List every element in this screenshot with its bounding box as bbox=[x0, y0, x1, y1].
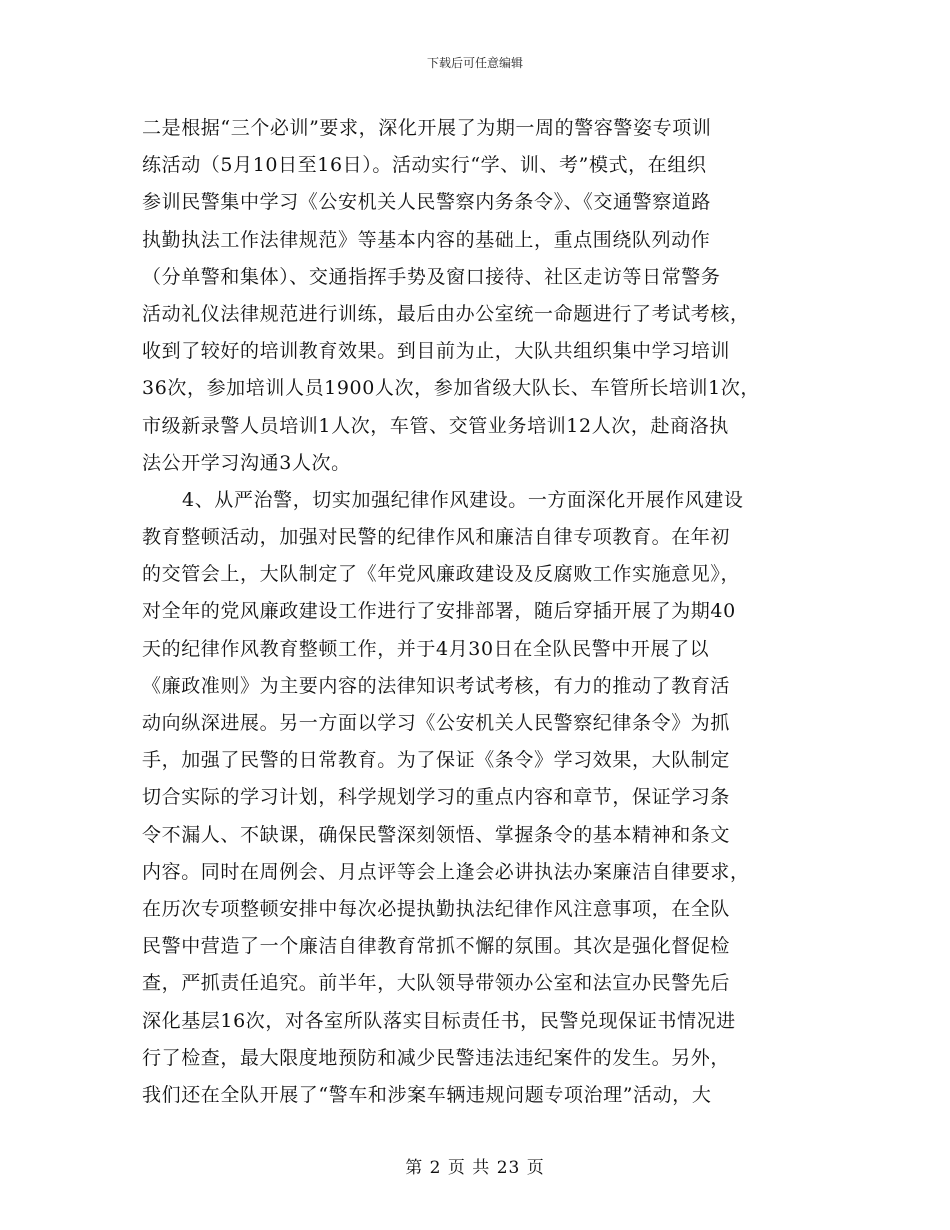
text-line: （分单警和集体）、交通指挥手势及窗口接待、社区走访等日常警务 bbox=[142, 265, 721, 288]
text-line: 参训民警集中学习《公安机关人民警察内务条令》、《交通警察道路 bbox=[142, 191, 712, 214]
text-line: 天的纪律作风教育整顿工作，并于4月30日在全队民警中开展了以 bbox=[142, 637, 710, 660]
text-line: 内容。同时在周例会、月点评等会上逢会必讲执法办案廉洁自律要求， bbox=[142, 860, 750, 883]
text-line: 36次，参加培训人员1900人次，参加省级大队长、车管所长培训1次， bbox=[142, 377, 761, 400]
text-line: 市级新录警人员培训1人次，车管、交管业务培训12人次，赴商洛执 bbox=[142, 414, 729, 437]
text-line: 的交管会上，大队制定了《年党风廉政建设及反腐败工作实施意见》， bbox=[142, 563, 741, 586]
text-line: 在历次专项整顿安排中每次必提执勤执法纪律作风注意事项，在全队 bbox=[142, 897, 731, 920]
text-line: 执勤执法工作法律规范》等基本内容的基础上，重点围绕队列动作 bbox=[142, 228, 711, 251]
text-line: 《廉政准则》为主要内容的法律知识考试考核，有力的推动了教育活 bbox=[142, 674, 731, 697]
text-line: 法公开学习沟通3人次。 bbox=[142, 451, 351, 474]
text-line: 民警中营造了一个廉洁自律教育常抓不懈的氛围。其次是强化督促检 bbox=[142, 935, 731, 958]
text-line: 练活动（5月10日至16日）。活动实行“学、训、考”模式，在组织 bbox=[142, 154, 707, 177]
text-line: 切合实际的学习计划，科学规划学习的重点内容和章节，保证学习条 bbox=[142, 786, 731, 809]
text-line: 令不漏人、不缺课，确保民警深刻领悟、掌握条令的基本精神和条文 bbox=[142, 823, 731, 846]
text-line: 二是根据“三个必训”要求，深化开展了为期一周的警容警姿专项训 bbox=[142, 117, 712, 139]
text-line: 查，严抓责任追究。前半年，大队领导带领办公室和法宣办民警先后 bbox=[142, 972, 731, 995]
text-line-paragraph-start: 4、从严治警，切实加强纪律作风建设。一方面深化开展作风建设 bbox=[182, 488, 744, 511]
text-line: 行了检查，最大限度地预防和减少民警违法违纪案件的发生。另外， bbox=[142, 1046, 731, 1069]
text-line: 我们还在全队开展了“警车和涉案车辆违规问题专项治理”活动，大 bbox=[142, 1083, 712, 1106]
text-line: 活动礼仪法律规范进行训练，最后由办公室统一命题进行了考试考核， bbox=[142, 302, 750, 325]
body-text bbox=[142, 110, 812, 1114]
header-note: 下载后可任意编辑 bbox=[426, 56, 523, 70]
text-line: 动向纵深进展。另一方面以学习《公安机关人民警察纪律条令》为抓 bbox=[142, 712, 731, 734]
page-number: 第 2 页 共 23 页 bbox=[405, 1158, 545, 1178]
text-line: 对全年的党风廉政建设工作进行了安排部署，随后穿插开展了为期40 bbox=[142, 600, 736, 623]
text-line: 收到了较好的培训教育效果。到目前为止，大队共组织集中学习培训 bbox=[142, 340, 731, 363]
text-line: 教育整顿活动，加强对民警的纪律作风和廉洁自律专项教育。在年初 bbox=[142, 526, 731, 549]
text-line: 手，加强了民警的日常教育。为了保证《条令》学习效果，大队制定 bbox=[142, 749, 731, 772]
text-line: 深化基层16次，对各室所队落实目标责任书，民警兑现保证书情况进 bbox=[142, 1009, 736, 1032]
